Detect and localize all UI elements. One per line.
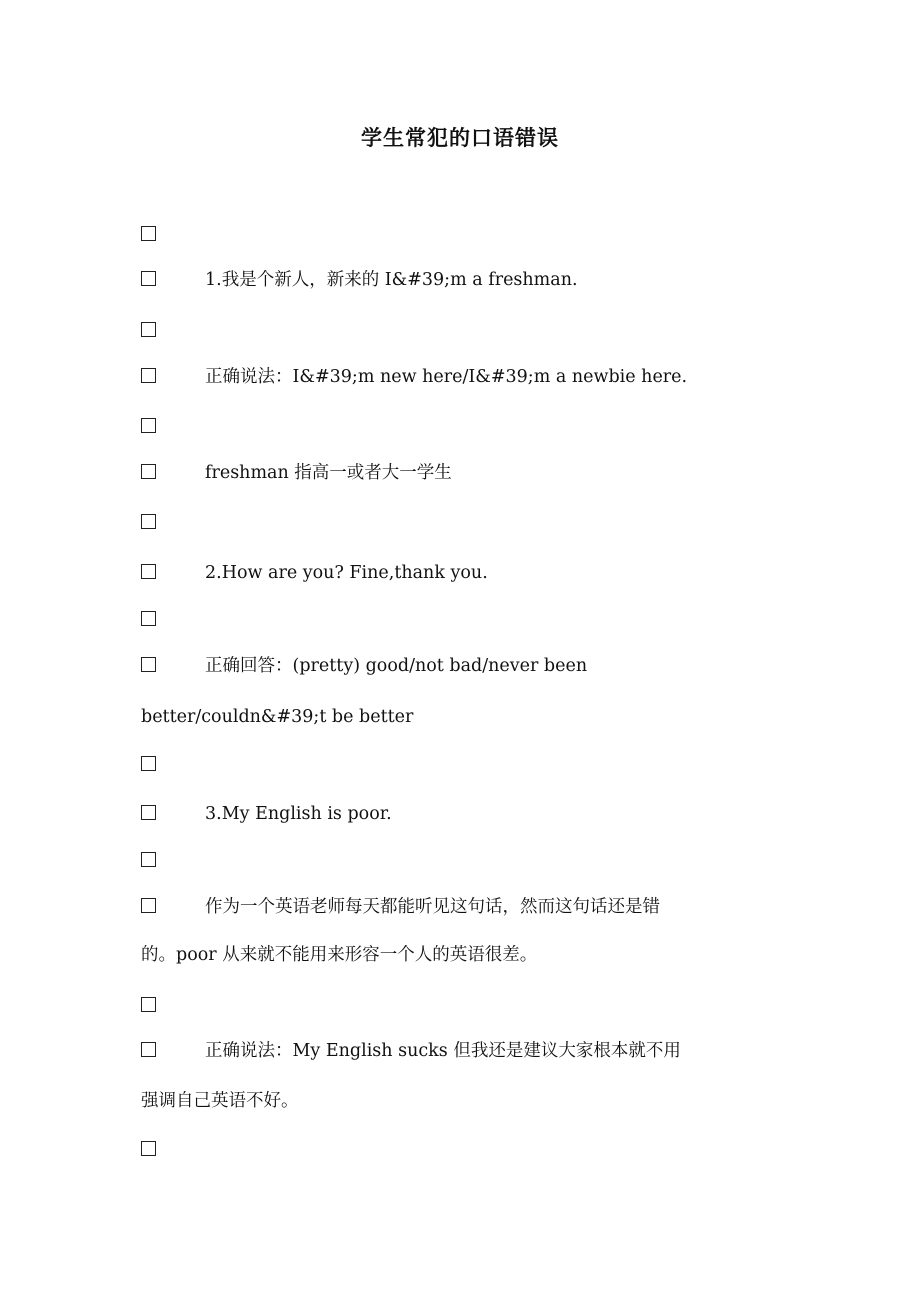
list-item xyxy=(141,365,821,389)
line-text: 正确回答：(pretty) good/not bad/never been xyxy=(205,656,588,676)
line-continuation: 的。poor 从来就不能用来形容一个人的英语很差。 xyxy=(141,945,538,965)
checkbox-icon xyxy=(141,657,156,672)
list-item xyxy=(141,511,821,535)
line-text: freshman 指高一或者大一学生 xyxy=(205,463,452,483)
checkbox-icon xyxy=(141,271,156,286)
line-continuation: 强调自己英语不好。 xyxy=(141,1091,299,1111)
list-item xyxy=(141,461,821,485)
list-item xyxy=(141,415,821,439)
list-item xyxy=(141,753,821,777)
checkbox-icon xyxy=(141,805,156,820)
checkbox-icon xyxy=(141,852,156,867)
line-text: 正确说法：My English sucks 但我还是建议大家根本就不用 xyxy=(205,1041,681,1061)
checkbox-icon xyxy=(141,322,156,337)
list-item xyxy=(141,223,821,247)
checkbox-icon xyxy=(141,464,156,479)
line-text: 2.How are you? Fine,thank you. xyxy=(205,563,488,583)
checkbox-icon xyxy=(141,611,156,626)
list-item xyxy=(141,654,821,678)
checkbox-icon xyxy=(141,1141,156,1156)
checkbox-icon xyxy=(141,368,156,383)
checkbox-icon xyxy=(141,756,156,771)
line-text: 3.My English is poor. xyxy=(205,804,392,824)
checkbox-icon xyxy=(141,997,156,1012)
checkbox-icon xyxy=(141,564,156,579)
list-item xyxy=(141,1138,821,1162)
document-title: 学生常犯的口语错误 xyxy=(361,126,559,150)
checkbox-icon xyxy=(141,898,156,913)
line-continuation: better/couldn&#39;t be better xyxy=(141,707,414,727)
line-text: 正确说法：I&#39;m new here/I&#39;m a newbie here. xyxy=(205,367,688,387)
list-item xyxy=(141,561,821,585)
list-item xyxy=(141,849,821,873)
line-text: 作为一个英语老师每天都能听见这句话，然而这句话还是错 xyxy=(205,897,660,917)
checkbox-icon xyxy=(141,226,156,241)
list-item xyxy=(141,268,821,292)
list-item xyxy=(141,1039,821,1063)
checkbox-icon xyxy=(141,418,156,433)
line-text: 1.我是个新人，新来的 I&#39;m a freshman. xyxy=(205,270,578,290)
list-item xyxy=(141,895,821,919)
list-item xyxy=(141,608,821,632)
list-item xyxy=(141,319,821,343)
list-item xyxy=(141,802,821,826)
checkbox-icon xyxy=(141,514,156,529)
checkbox-icon xyxy=(141,1042,156,1057)
list-item xyxy=(141,994,821,1018)
